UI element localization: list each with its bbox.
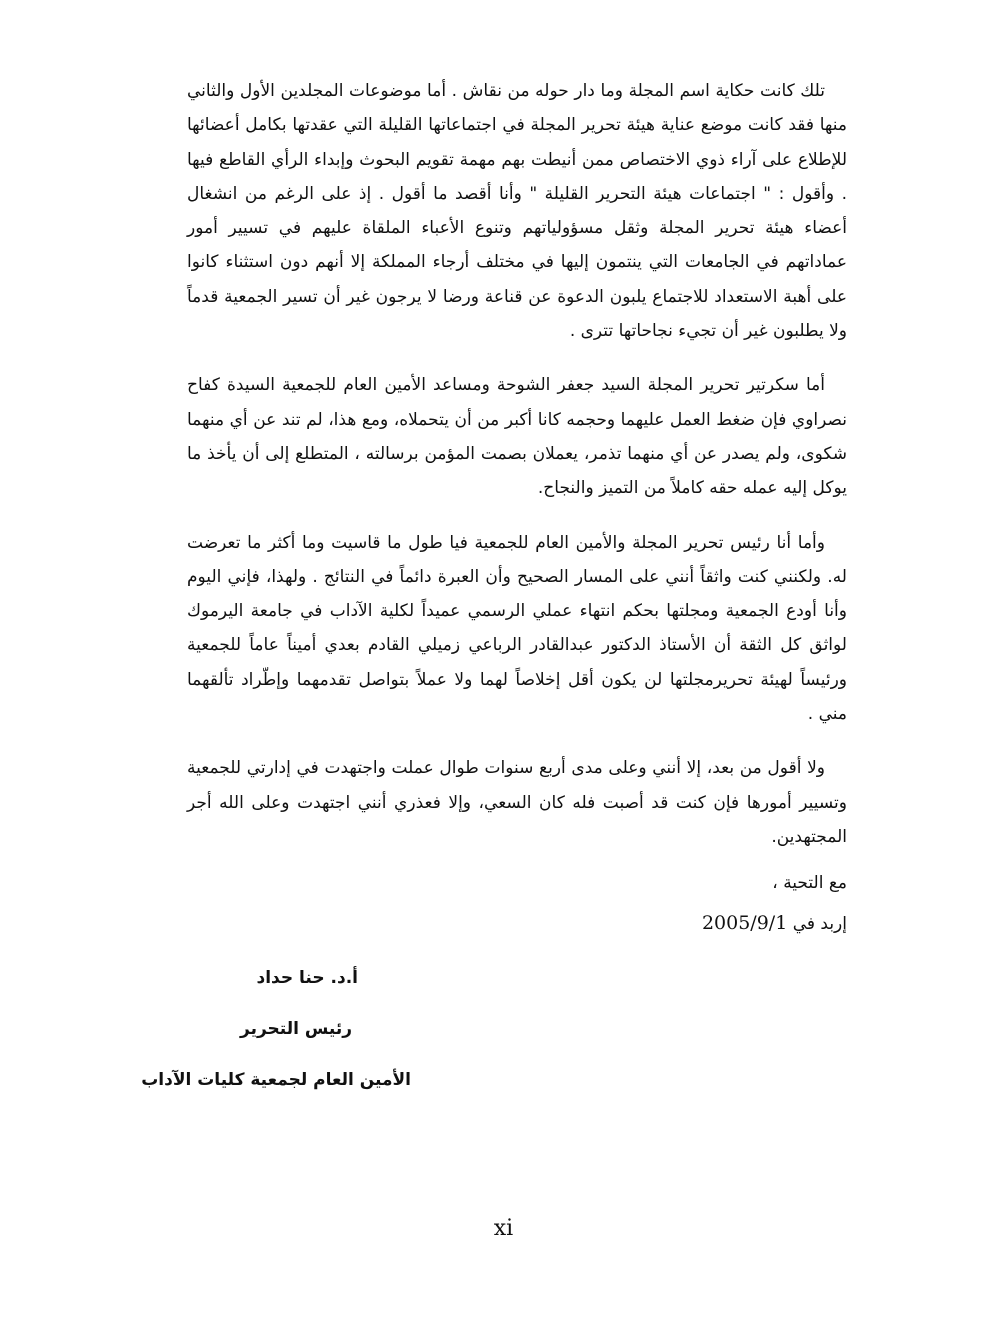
paragraph-closing-remarks: ولا أقول من بعد، إلا أنني وعلى مدى أربع سنوات طوال عملت واجتهدت في إدارتي للجمعية وتسيير أمورها فإن كنت قد أصبت فله كان السعي، وإلا فعذري أنني اجتهدت وعلى الله أجر المجتهدين. [187,758,847,847]
letter-body [187,74,847,874]
signatory-name: أ.د. حنا حداد [256,968,358,988]
place-date-line [702,906,847,941]
place-label: إربد في [792,914,847,934]
signatory-position: الأمين العام لجمعية كليات الآداب [141,1070,411,1090]
page-number: xi [493,1216,514,1241]
greeting-line: مع التحية ، [772,873,847,893]
paragraph-editor-farewell: وأما أنا رئيس تحرير المجلة والأمين العام للجمعية فيا طول ما قاسيت وما أكثر ما تعرضت له. ولكنني كنت واثقاً أنني على المسار الصحيح وأن العبرة دائماً في النتائج . ولهذا، فإني اليوم وأنا أودع الجمعية ومجلتها بحكم انتهاء عملي الرسمي عميداً لكلية الآداب في جامعة اليرموك لواثق كل الثقة أن الأستاذ الدكتور عبدالقادر الرباعي زميلي القادم بعدي أميناً عاماً للجمعية ورئيساً لهيئة تحريرمجلتها لن يكون أقل إخلاصاً لهما ولا عملاً بتواصل تقدمهما وإطّراد تألقهما مني . [187,532,847,725]
letter-date: 2005/9/1 [701,912,788,934]
paragraph-secretary-thanks: أما سكرتير تحرير المجلة السيد جعفر الشوحة ومساعد الأمين العام للجمعية السيدة كفاح نصراوي فإن ضغط العمل عليهما وحجمه كانا أكبر من أن يتحملاه، ومع هذا، لم تند عن أي منهما شكوى، ولم يصدر عن أي منهما تذمر، يعملان بصمت المؤمن برسالته ، المتطلع إلى أن يأخذ ما يوكل إليه عمله حقه كاملاً من التميز والنجاح. [187,375,847,499]
paragraph-journal-name-story: تلك كانت حكاية اسم المجلة وما دار حوله من نقاش . أما موضوعات المجلدين الأول والثاني منها فقد كانت موضع عناية هيئة تحرير المجلة في اجتماعاتها القليلة التي عقدتها بكامل أعضائها للإطلاع على آراء ذوي الاختصاص ممن أنيطت بهم مهمة تقويم البحوث وإبداء الرأي القاطع فيها . وأقول : " اجتماعات هيئة التحرير القليلة " وأنا أقصد ما أقول . إذ على الرغم من انشغال أعضاء هيئة تحرير المجلة وثقل مسؤولياتهم وتنوع الأعباء الملقاة عليهم في تسيير أمور عماداتهم في الجامعات التي ينتمون إليها في مختلف أرجاء المملكة إلا أنهم دون استثناء كانوا على أهبة الاستعداد للاجتماع يلبون الدعوة عن قناعة ورضا لا يرجون غير أن تسير الجمعية قدماً ولا يطلبون غير أن تجيء نجاحاتها تترى . [187,81,847,342]
signatory-title: رئيس التحرير [240,1019,352,1039]
